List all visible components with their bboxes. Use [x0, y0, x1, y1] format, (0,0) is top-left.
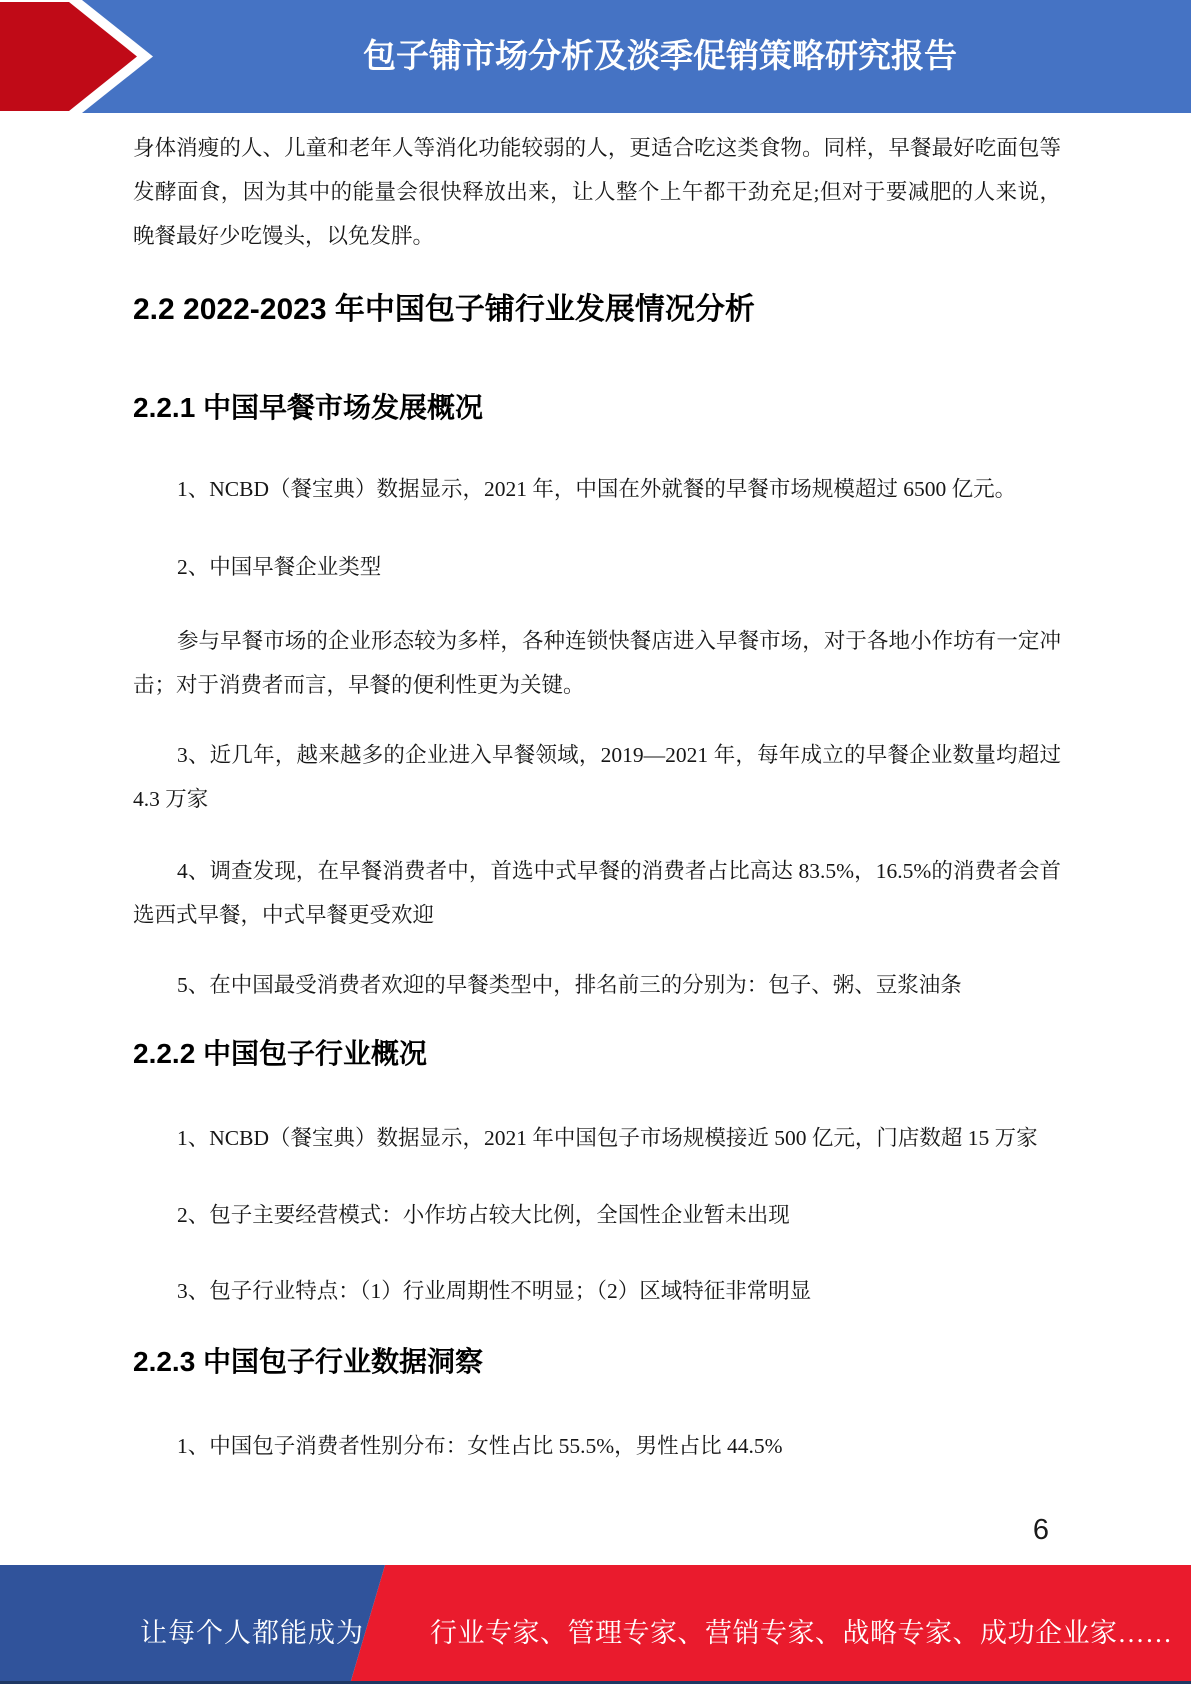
footer-slogan-right: 行业专家、管理专家、营销专家、战略专家、成功企业家…… — [430, 1618, 1173, 1648]
footer-banner — [0, 1565, 1191, 1684]
subsection-heading: 2.2.3 中国包子行业数据洞察 — [133, 1346, 484, 1377]
paragraph: 参与早餐市场的企业形态较为多样，各种连锁快餐店进入早餐市场，对于各地小作坊有一定冲击；对于消费者而言，早餐的便利性更为关键。 — [133, 629, 1061, 697]
paragraph: 4、调查发现，在早餐消费者中，首选中式早餐的消费者占比高达 83.5%，16.5%的消费者会首选西式早餐，中式早餐更受欢迎 — [133, 859, 1061, 927]
paragraph: 2、中国早餐企业类型 — [177, 555, 382, 579]
section-heading: 2.2 2022-2023 年中国包子铺行业发展情况分析 — [133, 293, 755, 326]
paragraph: 2、包子主要经营模式：小作坊占较大比例，全国性企业暂未出现 — [177, 1203, 790, 1227]
paragraph: 3、近几年，越来越多的企业进入早餐领域，2019—2021 年，每年成立的早餐企业数量均超过 4.3 万家 — [133, 743, 1061, 811]
page-title: 包子铺市场分析及淡季促销策略研究报告 — [363, 36, 957, 74]
paragraph: 1、NCBD（餐宝典）数据显示，2021 年，中国在外就餐的早餐市场规模超过 6500 亿元。 — [177, 477, 1017, 501]
subsection-heading: 2.2.2 中国包子行业概况 — [133, 1038, 428, 1069]
paragraph: 身体消瘦的人、儿童和老年人等消化功能较弱的人，更适合吃这类食物。同样，早餐最好吃面包等发酵面食，因为其中的能量会很快释放出来，让人整个上午都干劲充足;但对于要减肥的人来说，晚餐最好少吃馒头，以免发胖。 — [133, 136, 1061, 248]
subsection-heading: 2.2.1 中国早餐市场发展概况 — [133, 392, 484, 423]
page-number: 6 — [1032, 1514, 1050, 1546]
footer-slogan-left: 让每个人都能成为 — [140, 1618, 364, 1648]
paragraph: 1、NCBD（餐宝典）数据显示，2021 年中国包子市场规模接近 500 亿元，门店数超 15 万家 — [177, 1126, 1038, 1150]
paragraph: 5、在中国最受消费者欢迎的早餐类型中，排名前三的分别为：包子、粥、豆浆油条 — [177, 973, 962, 997]
header-banner — [0, 0, 1191, 113]
paragraph: 3、包子行业特点：（1）行业周期性不明显；（2）区域特征非常明显 — [177, 1279, 812, 1303]
paragraph: 1、中国包子消费者性别分布：女性占比 55.5%，男性占比 44.5% — [177, 1434, 783, 1458]
